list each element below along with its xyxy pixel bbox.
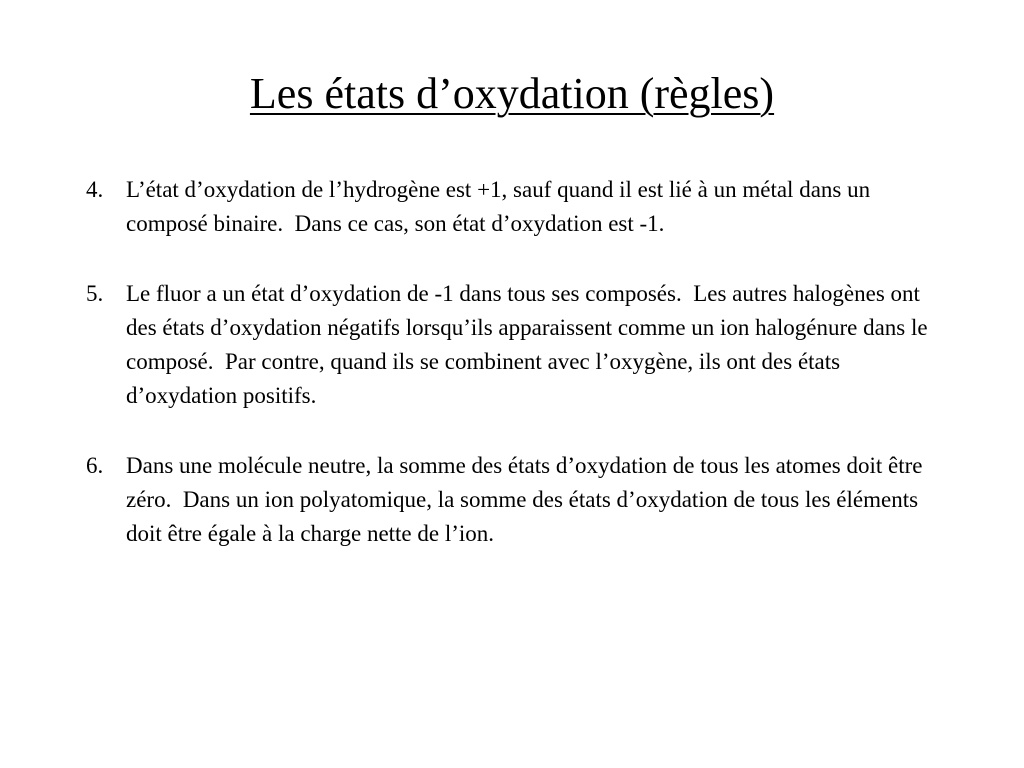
- slide-title: Les états d’oxydation (règles): [249, 69, 775, 118]
- rule-text: Dans une molécule neutre, la somme des états d’oxydation de tous les atomes doit être zéro. Dans un ion polyatomique, la somme des états d’oxydation de tous les éléments doit être égale à la charge nette de l’ion.: [126, 453, 929, 546]
- rule-item-5: [86, 277, 936, 413]
- rule-item-6: [86, 449, 936, 551]
- rule-text: Le fluor a un état d’oxydation de -1 dans tous ses composés. Les autres halogènes ont des états d’oxydation négatifs lorsqu’ils apparaissent comme un ion halogénure dans le composé. Par contre, quand ils se combinent avec l’oxygène, ils ont des états d’oxydation positifs.: [126, 281, 934, 408]
- rule-list: [86, 173, 936, 587]
- rule-number: 6.: [86, 453, 104, 478]
- rule-number: 5.: [86, 281, 104, 306]
- rule-number: 4.: [86, 177, 104, 202]
- rule-text: L’état d’oxydation de l’hydrogène est +1, sauf quand il est lié à un métal dans un composé binaire. Dans ce cas, son état d’oxydation est -1.: [126, 177, 876, 236]
- rule-item-4: [86, 173, 936, 241]
